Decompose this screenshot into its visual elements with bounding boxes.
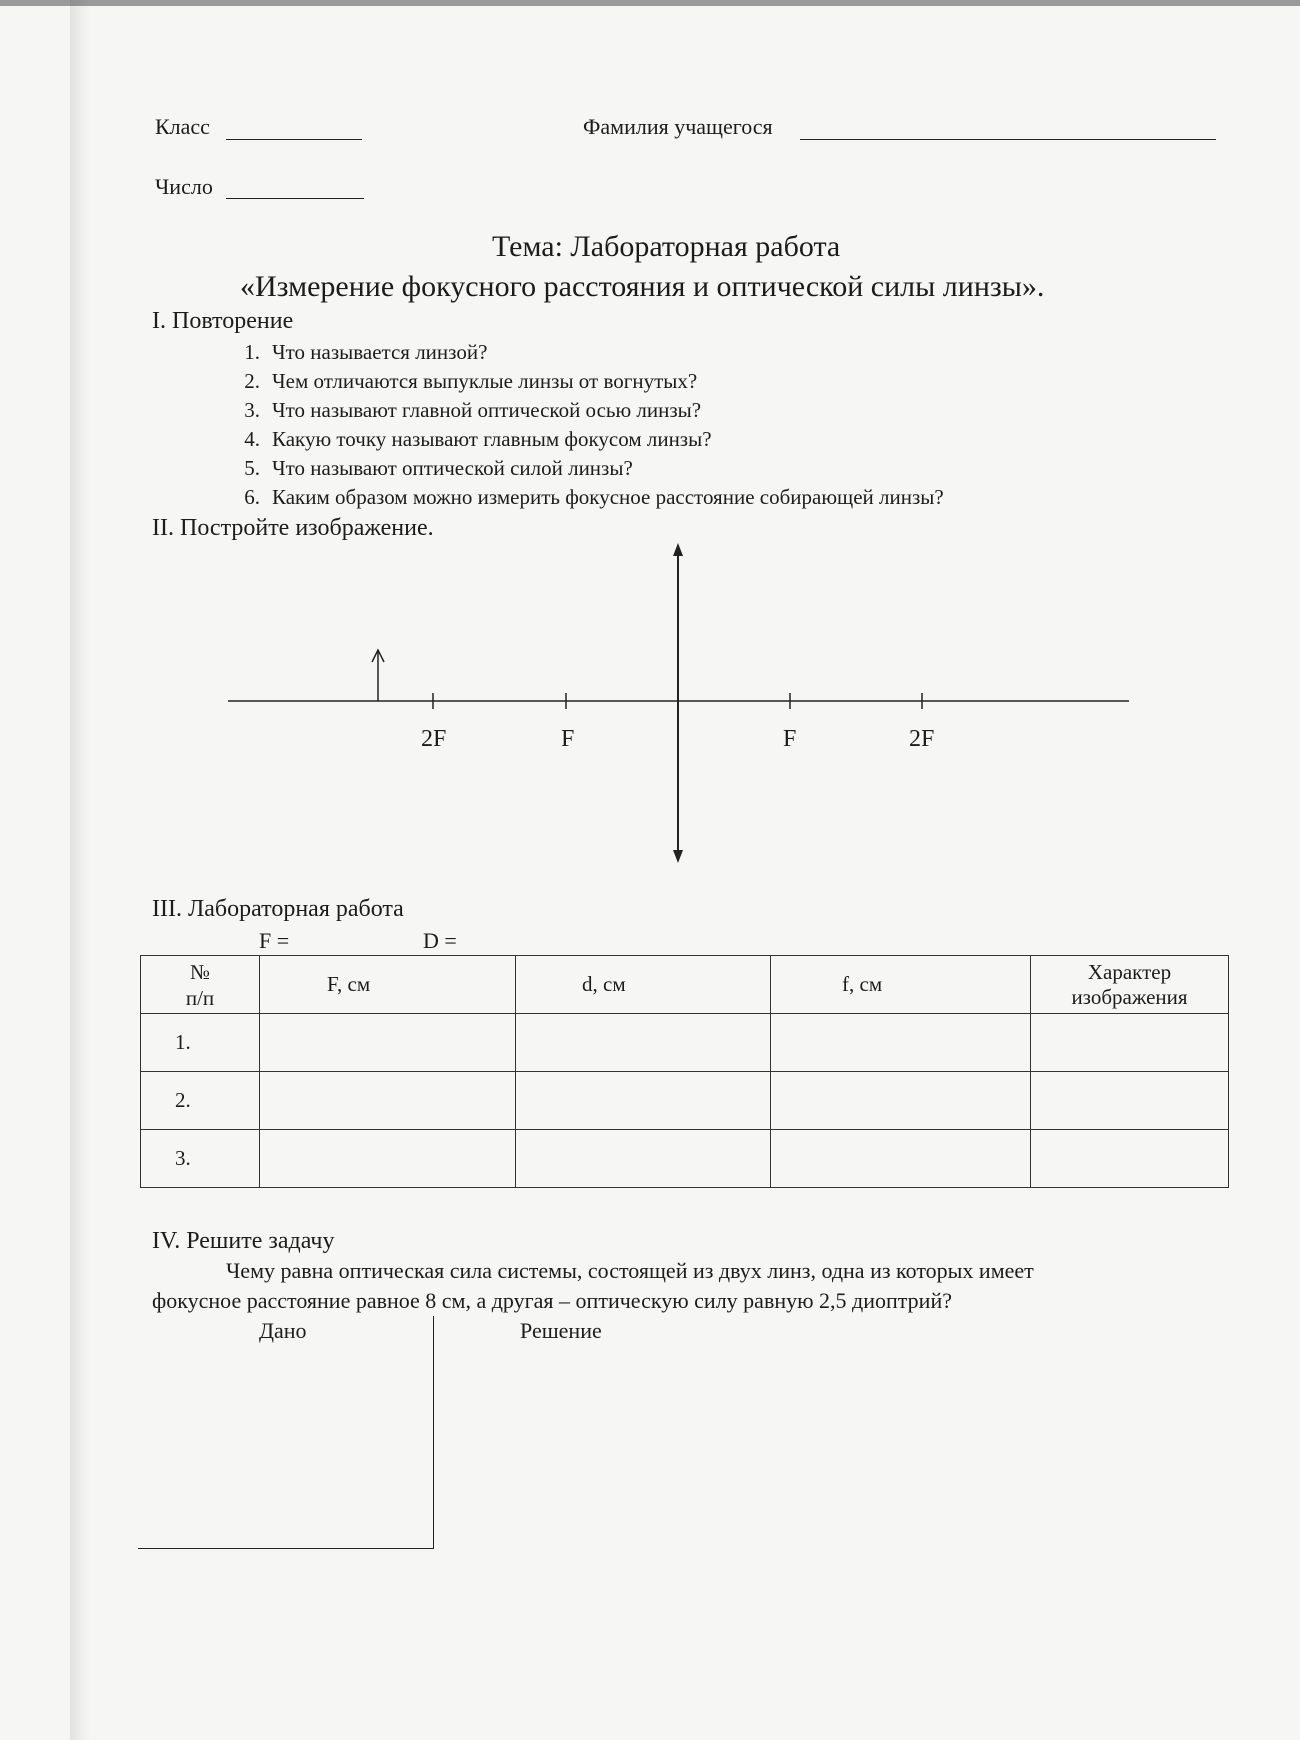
cell-focal-length[interactable] (260, 1130, 516, 1188)
table-row (141, 1072, 1229, 1130)
label-f-left: F (561, 726, 575, 752)
given-bottom-line (138, 1548, 434, 1549)
question-item: 3. Что называют главной оптической осью линзы? (244, 398, 702, 422)
header-focal-length: F, см (260, 956, 516, 1014)
header-image-character: Характер изображения (1031, 956, 1229, 1014)
label-f-right: F (783, 726, 797, 752)
solution-label: Решение (520, 1318, 602, 1343)
header-object-distance: d, см (516, 956, 771, 1014)
question-item: 5. Что называют оптической силой линзы? (244, 456, 633, 480)
section-3-heading: III. Лабораторная работа (152, 896, 404, 922)
problem-text-line-2: фокусное расстояние равное 8 см, а другая – оптическую силу равную 2,5 диоптрий? (152, 1288, 952, 1313)
cell-focal-length[interactable] (260, 1072, 516, 1130)
header-image-distance: f, см (771, 956, 1031, 1014)
table-row (141, 1014, 1229, 1072)
row-number: 2. (141, 1072, 260, 1130)
header-number: № п/п (141, 956, 260, 1014)
d-value-label: D = (423, 928, 457, 953)
label-2f-right: 2F (909, 726, 935, 752)
table-header-row (141, 956, 1229, 1014)
cell-image-distance[interactable] (771, 1014, 1031, 1072)
cell-object-distance[interactable] (516, 1072, 771, 1130)
table-row (141, 1130, 1229, 1188)
lab-results-table (140, 955, 1229, 1188)
lens-arrow-bottom (673, 850, 683, 863)
cell-image-character[interactable] (1031, 1072, 1229, 1130)
question-item: 2. Чем отличаются выпуклые линзы от вогнутых? (244, 369, 698, 393)
question-item: 4. Какую точку называют главным фокусом линзы? (244, 427, 712, 451)
lab-title: «Измерение фокусного расстояния и оптической силы линзы». (240, 270, 1045, 303)
row-number: 3. (141, 1130, 260, 1188)
label-2f-left: 2F (421, 726, 447, 752)
cell-focal-length[interactable] (260, 1014, 516, 1072)
section-4-heading: IV. Решите задачу (152, 1228, 335, 1254)
question-item: 6. Каким образом можно измерить фокусное расстояние собирающей линзы? (244, 485, 944, 509)
row-number: 1. (141, 1014, 260, 1072)
given-label: Дано (259, 1318, 307, 1343)
date-label: Число (155, 174, 213, 199)
problem-text-line-1: Чему равна оптическая сила системы, состоящей из двух линз, одна из которых имеет (226, 1258, 1034, 1283)
topic-title: Тема: Лабораторная работа (492, 230, 841, 263)
cell-object-distance[interactable] (516, 1130, 771, 1188)
cell-image-character[interactable] (1031, 1014, 1229, 1072)
class-label: Класс (155, 114, 210, 139)
student-name-label: Фамилия учащегося (583, 114, 773, 139)
question-item: 1. Что называется линзой? (244, 340, 488, 364)
f-value-label: F = (259, 928, 290, 953)
cell-image-character[interactable] (1031, 1130, 1229, 1188)
given-solution-divider (433, 1316, 434, 1549)
lens-arrow-top (673, 543, 683, 556)
section-1-heading: I. Повторение (152, 308, 294, 334)
cell-object-distance[interactable] (516, 1014, 771, 1072)
cell-image-distance[interactable] (771, 1072, 1031, 1130)
cell-image-distance[interactable] (771, 1130, 1031, 1188)
section-2-heading: II. Постройте изображение. (152, 515, 434, 541)
